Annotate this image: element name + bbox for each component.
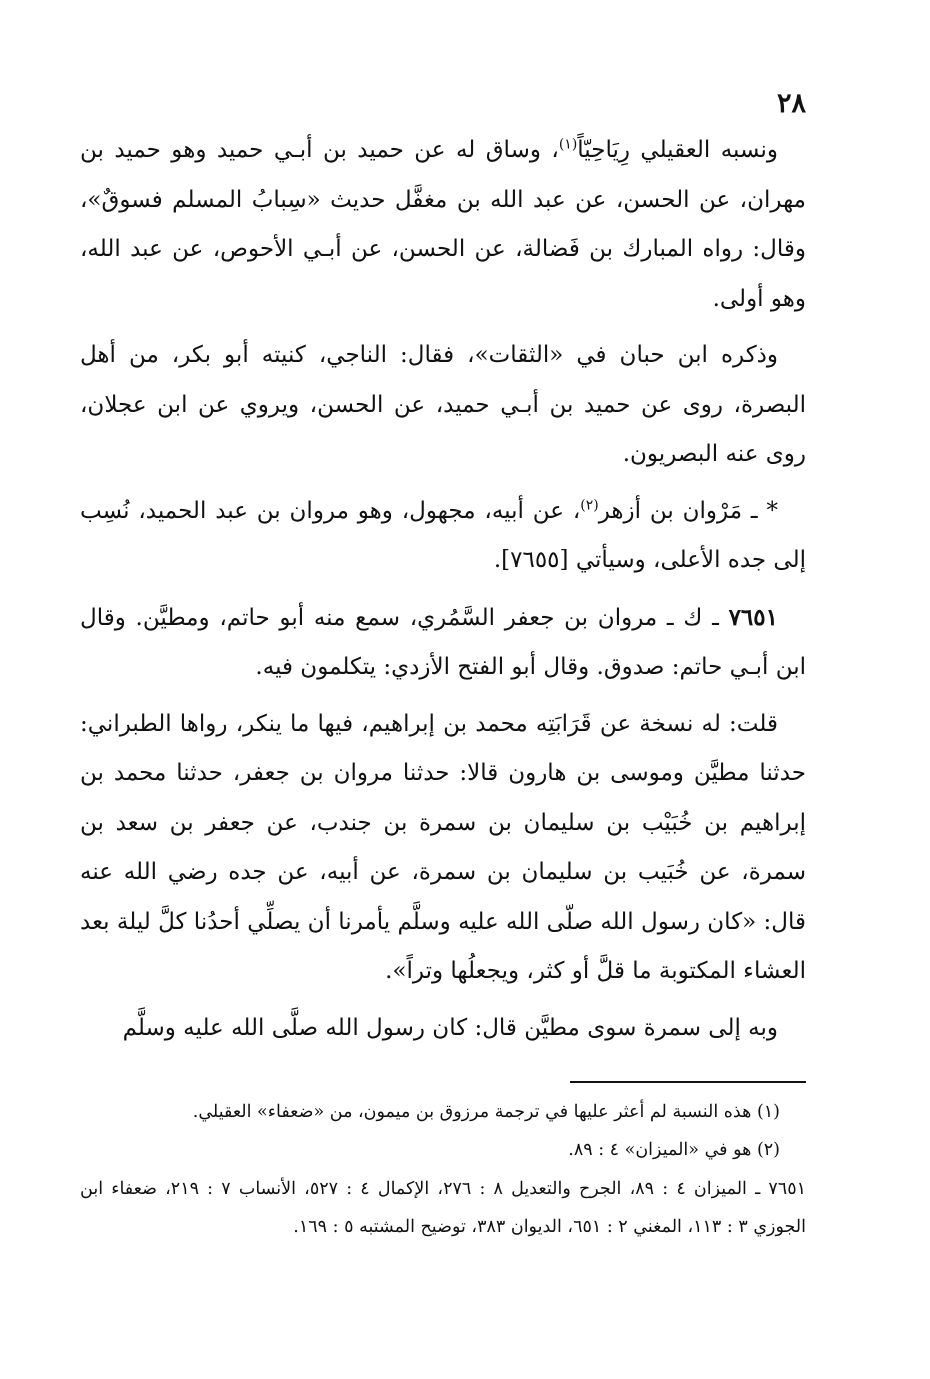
footnote-text: هذه النسبة لم أعثر عليها في ترجمة مرزوق بن ميمون، من «ضعفاء» العقيلي. bbox=[192, 1102, 752, 1122]
entry-marwan-ibn-azhar bbox=[80, 487, 806, 586]
footnote-marker-1[interactable]: (١) bbox=[558, 136, 578, 153]
paragraph-qultu bbox=[80, 700, 806, 997]
footnote-1 bbox=[80, 1093, 806, 1131]
footnote-marker: (٢) bbox=[756, 1140, 780, 1160]
footnote-text: هو في «الميزان» ٤ : ٨٩. bbox=[568, 1140, 752, 1160]
footnote-divider bbox=[570, 1081, 806, 1083]
footnote-2 bbox=[80, 1131, 806, 1169]
paragraph-continuation bbox=[80, 1004, 806, 1054]
footnote-marker-2[interactable]: (٢) bbox=[580, 496, 599, 513]
paragraph-text: ـ ك ـ مروان بن جعفر السَّمُري، سمع منه أبو حاتم، ومطيَّن. وقال ابن أبـي حاتم: صدوق. وقال أبو الفتح الأزدي: يتكلمون فيه. bbox=[80, 604, 806, 680]
paragraph-text: قلت: له نسخة عن قَرَابَتِه محمد بن إبراهيم، فيها ما ينكر، رواها الطبراني: حدثنا مطيَّن وموسى بن هارون قالا: حدثنا مروان بن جعفر، حدثنا محمد بن إبراهيم بن خُبَيْب بن سليمان بن سمرة بن جندب، عن جعفر بن سعد بن سمرة، عن خُبَيب بن سليمان بن سمرة، عن أبيه، عن جده رضي الله عنه قال: «كان رسول الله صلّى الله عليه وسلَّم يأمرنا أن يصلِّي أحدُنا كلَّ ليلة بعد العشاء المكتوبة ما قلَّ أو كثر، ويجعلُها وتراً». bbox=[80, 710, 806, 984]
paragraph-text: وبه إلى سمرة سوى مطيَّن قال: كان رسول الله صلَّى الله عليه وسلَّم bbox=[122, 1014, 778, 1041]
paragraph-text: وذكره ابن حبان في «الثقات»، فقال: الناجي، كنيته أبو بكر، من أهل البصرة، روى عن حميد بن أبـي حميد، عن الحسن، ويروي عن ابن عجلان، روى عنه البصريون. bbox=[80, 342, 806, 467]
sources-text: ٧٦٥١ ـ الميزان ٤ : ٨٩، الجرح والتعديل ٨ : ٢٧٦، الإكمال ٤ : ٥٢٧، الأنساب ٧ : ٢١٩، ضعفاء ابن الجوزي ٣ : ١١٣، المغني ٢ : ٦٥١، الديوان ٣٨٣، توضيح المشتبه ٥ : ١٦٩. bbox=[80, 1179, 806, 1237]
paragraph-text: ونسبه العقيلي رِيَاحِيّاً bbox=[577, 137, 778, 163]
paragraph-text: ، وساق له عن حميد بن أبـي حميد وهو حميد بن مهران، عن الحسن، عن عبد الله بن مغفَّل حديث «سِبابُ المسلم فسوقٌ»، وقال: رواه المبارك بن فَضالة، عن الحسن، عن أبـي الأحوص، عن عبد الله، وهو أولى. bbox=[80, 137, 806, 312]
paragraph-ibn-hibban bbox=[80, 331, 806, 480]
sources-note bbox=[80, 1171, 806, 1246]
page-number: ٢٨ bbox=[776, 88, 806, 119]
entry-heading: * ـ مَرْوان بن أزهر bbox=[598, 497, 778, 524]
paragraph-text: ، عن أبيه، مجهول، وهو مروان بن عبد الحميد، نُسِب إلى جده الأعلى، وسيأتي [٧٦٥٥]. bbox=[80, 497, 806, 573]
entry-number: ٧٦٥١ bbox=[728, 603, 778, 631]
entry-7651 bbox=[80, 593, 806, 693]
footnote-marker: (١) bbox=[756, 1102, 780, 1122]
book-page bbox=[80, 86, 806, 1246]
paragraph-aqili-nisba bbox=[80, 126, 806, 324]
